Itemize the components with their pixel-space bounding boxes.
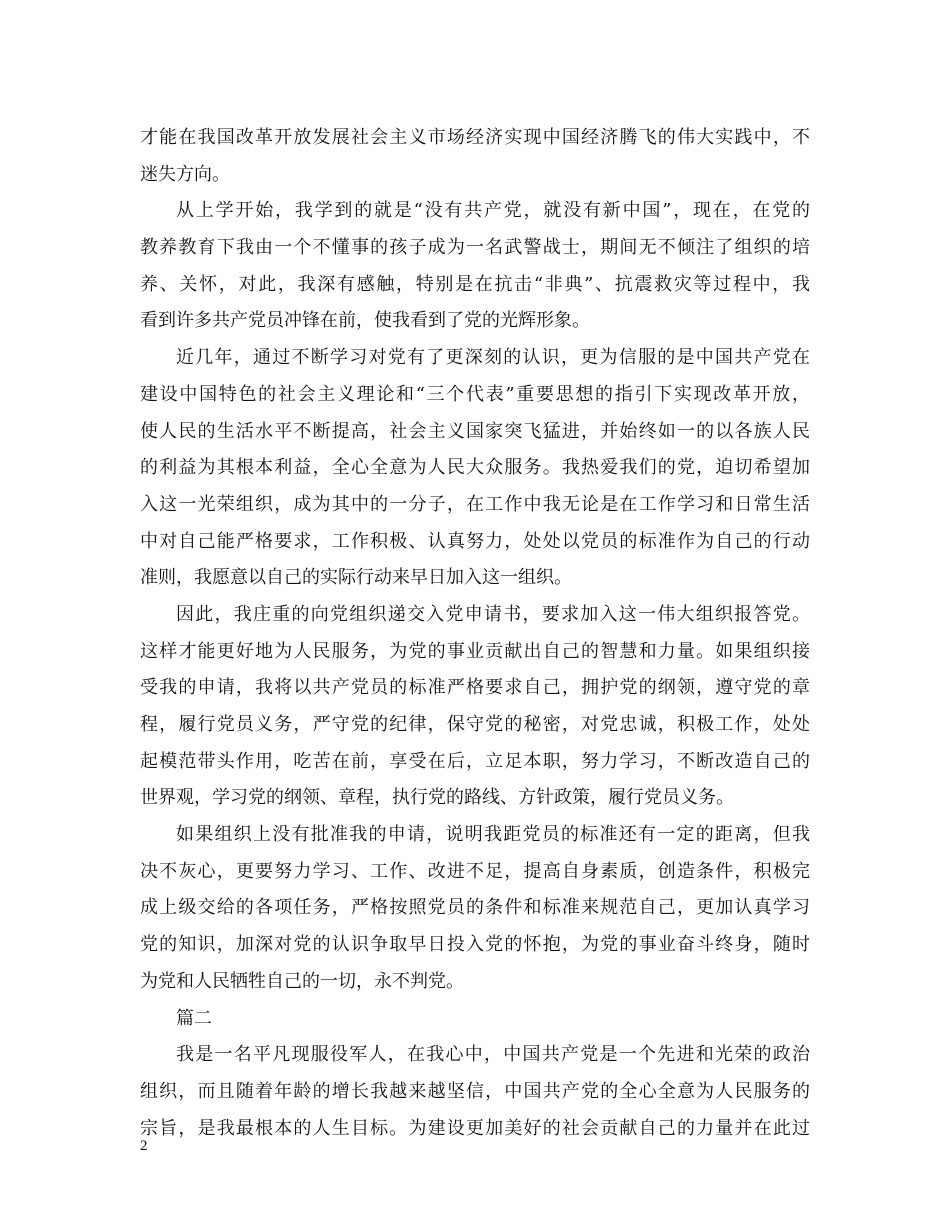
text-line: 组织，而且随着年龄的增长我越来越坚信，中国共产党的全心全意为人民服务的 (140, 1080, 810, 1102)
text-line: 受我的申请，我将以共产党员的标准严格要求自己，拥护党的纲领，遵守党的章 (140, 677, 810, 699)
text-line: 起模范带头作用，吃苦在前，享受在后，立足本职，努力学习，不断改造自己的 (140, 750, 810, 772)
text-line: 为党和人民牺牲自己的一切，永不判党。 (140, 970, 464, 992)
text-line: 教养教育下我由一个不懂事的孩子成为一名武警战士，期间无不倾注了组织的培 (140, 237, 810, 259)
text-line: 我是一名平凡现服役军人，在我心中，中国共产党是一个先进和光荣的政治 (176, 1044, 810, 1066)
text-line: 迷失方向。 (140, 163, 230, 185)
text-line: 宗旨，是我最根本的人生目标。为建设更加美好的社会贡献自己的力量并在此过 (140, 1117, 810, 1139)
text-line: 如果组织上没有批准我的申请，说明我距党员的标准还有一定的距离，但我 (176, 824, 810, 846)
page-number: 2 (140, 1138, 148, 1154)
text-line: 近几年，通过不断学习对党有了更深刻的认识，更为信服的是中国共产党在 (176, 347, 810, 369)
text-line: 党的知识，加深对党的认识争取早日投入党的怀抱，为党的事业奋斗终身，随时 (140, 934, 810, 956)
text-line: 准则，我愿意以自己的实际行动来早日加入这一组织。 (140, 567, 572, 589)
text-line: 使人民的生活水平不断提高，社会主义国家突飞猛进，并始终如一的以各族人民 (140, 420, 810, 442)
text-line: 入这一光荣组织，成为其中的一分子，在工作中我无论是在工作学习和日常生活 (140, 493, 810, 515)
text-line: 因此，我庄重的向党组织递交入党申请书，要求加入这一伟大组织报答党。 (176, 603, 810, 625)
text-line: 决不灰心，更要努力学习、工作、改进不足，提高自身素质，创造条件，积极完 (140, 860, 810, 882)
document-body (140, 120, 810, 1147)
text-line: 世界观，学习党的纲领、章程，执行党的路线、方针政策，履行党员义务。 (140, 787, 734, 809)
text-line: 从上学开始，我学到的就是“没有共产党，就没有新中国”，现在，在党的 (176, 200, 810, 222)
text-line: 篇二 (176, 1007, 212, 1029)
text-line: 程，履行党员义务，严守党的纪律，保守党的秘密，对党忠诚，积极工作，处处 (140, 714, 810, 735)
text-line: 看到许多共产党员冲锋在前，使我看到了党的光辉形象。 (140, 310, 590, 332)
text-line: 的利益为其根本利益，全心全意为人民大众服务。我热爱我们的党，迫切希望加 (140, 457, 810, 479)
text-line: 建设中国特色的社会主义理论和“三个代表”重要思想的指引下实现改革开放， (140, 383, 810, 405)
text-line: 这样才能更好地为人民服务，为党的事业贡献出自己的智慧和力量。如果组织接 (140, 640, 810, 662)
text-line: 中对自己能严格要求，工作积极、认真努力，处处以党员的标准作为自己的行动 (140, 530, 810, 552)
text-line: 才能在我国改革开放发展社会主义市场经济实现中国经济腾飞的伟大实践中，不 (140, 127, 810, 148)
text-line: 成上级交给的各项任务，严格按照党员的条件和标准来规范自己，更加认真学习 (140, 897, 810, 919)
text-line: 养、关怀，对此，我深有感触，特别是在抗击“非典”、抗震救灾等过程中，我 (140, 273, 810, 295)
